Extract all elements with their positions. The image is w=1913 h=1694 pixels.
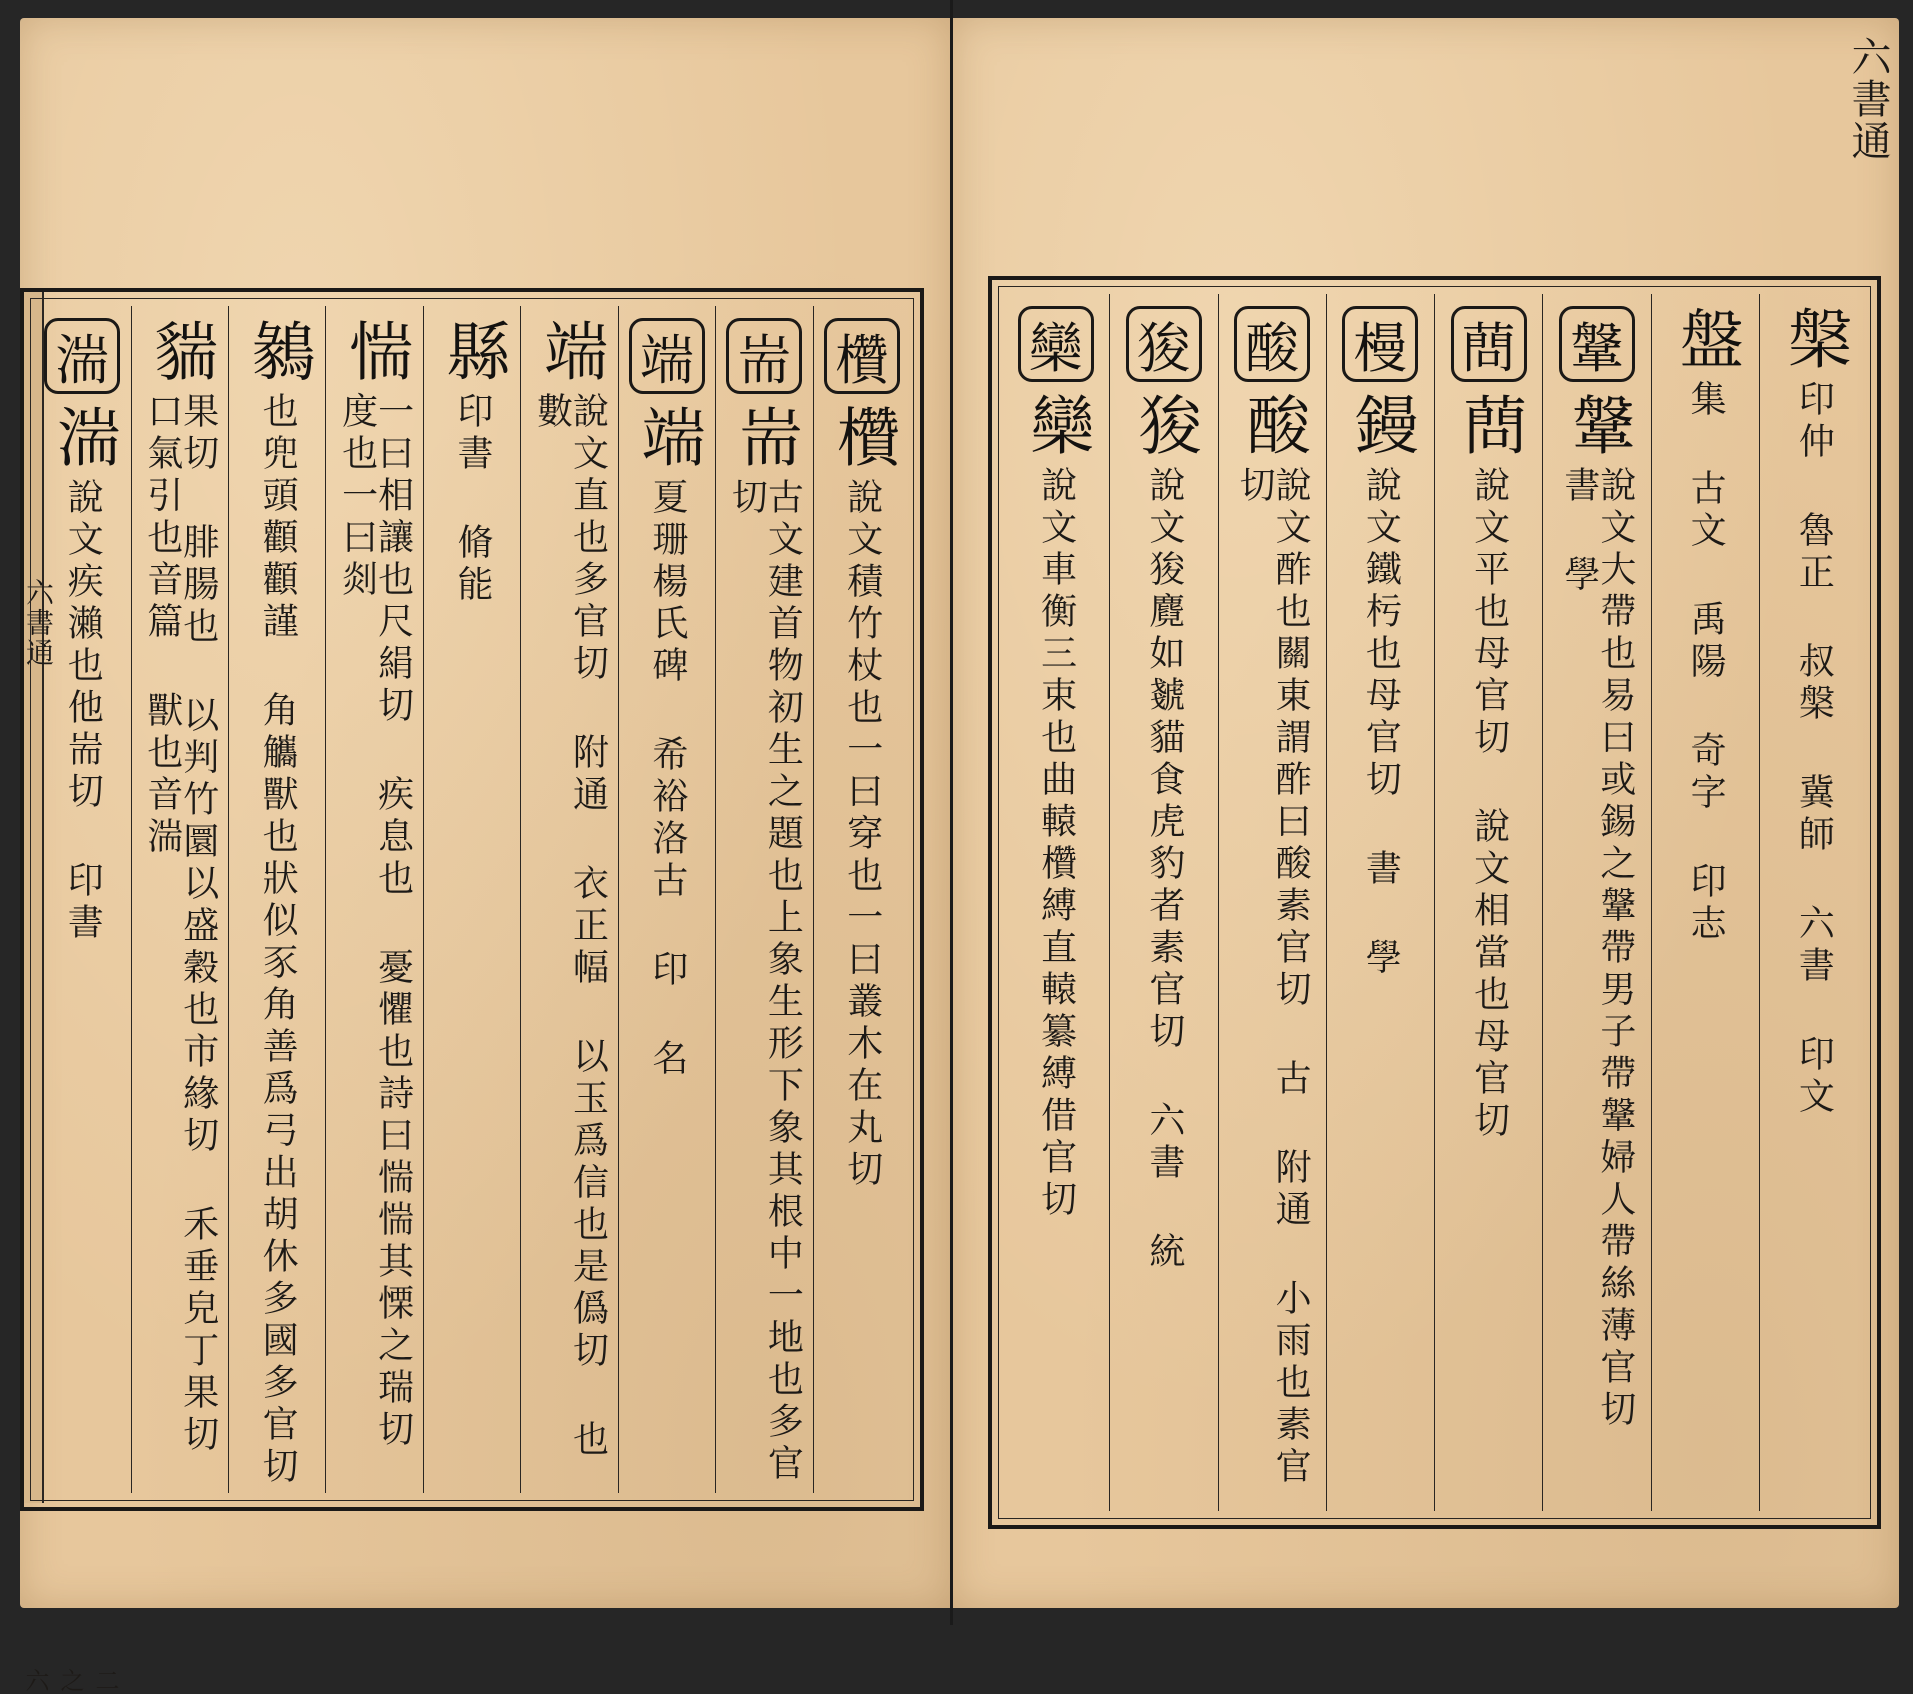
seal-script-character: 欑 (825, 404, 900, 472)
seal-script-character: 惴 (338, 318, 413, 386)
boxed-headword: 耑 (726, 318, 802, 394)
annotation-text: 說文直也多官切 附通 衣正幅 以玉爲信也是僞切 也數 (531, 392, 609, 1462)
text-column (1002, 294, 1109, 1511)
boxed-headword: 欑 (824, 318, 900, 394)
annotation-text: 一曰相讓也尺絹切 疾息也 憂懼也詩曰惴惴其慄之瑞切 度也一曰剡 (336, 392, 414, 1452)
annotation-text: 印書 脩能 (452, 392, 494, 607)
seal-script-character: 酸 (1235, 392, 1310, 460)
annotation-text: 果切 腓腸也 以判竹圜以盛穀也市緣切 禾垂皃丁果切 口氣引也音篇 獸也音湍 (141, 392, 219, 1457)
boxed-headword: 狻 (1126, 306, 1202, 382)
annotation-text: 說文積竹杖也一曰穿也一曰叢木在丸切 (841, 478, 883, 1192)
left-text-frame (20, 288, 924, 1511)
seal-script-character: 縣 (435, 318, 510, 386)
text-column (1434, 294, 1542, 1511)
boxed-headword: 蔄 (1451, 306, 1527, 382)
text-column (1218, 294, 1326, 1511)
text-column (131, 306, 228, 1493)
left-columns (34, 306, 910, 1493)
right-corner-title: 六書通 (1845, 36, 1891, 162)
annotation-text: 說文酢也關東謂酢曰酸素官切 古 附通 小雨也素官切 (1234, 466, 1312, 1489)
spine-page-number: 二之六 (21, 1668, 119, 1694)
seal-script-character: 槃 (1776, 306, 1851, 374)
boxed-headword: 端 (629, 318, 705, 394)
seal-script-character: 耑 (727, 404, 802, 472)
annotation-text: 說文狻麑如虦貓食虎豹者素官切 六書 統 (1143, 466, 1185, 1274)
right-columns (1002, 294, 1867, 1511)
text-column (618, 306, 715, 1493)
boxed-headword: 鞶 (1559, 306, 1635, 382)
text-column (34, 306, 130, 1493)
seal-script-character: 端 (533, 318, 608, 386)
annotation-text: 說文車衡三束也曲轅欑縛直轅纂縛借官切 (1035, 466, 1077, 1222)
seal-script-character: 鏝 (1343, 392, 1418, 460)
annotation-text: 集 古文 禹陽 奇字 印志 (1685, 380, 1727, 946)
seal-script-character: 鞶 (1560, 392, 1635, 460)
boxed-headword: 酸 (1234, 306, 1310, 382)
right-text-frame (988, 276, 1881, 1529)
seal-script-character: 蔄 (1452, 392, 1527, 460)
left-page (20, 18, 950, 1694)
seal-script-character: 欒 (1019, 392, 1094, 460)
right-page (953, 18, 1899, 1608)
seal-script-character: 湍 (45, 404, 120, 472)
boxed-headword: 欒 (1018, 306, 1094, 382)
seal-script-character: 貒 (143, 318, 218, 386)
boxed-headword: 槾 (1342, 306, 1418, 382)
annotation-text: 說文平也母官切 說文相當也母官切 (1468, 466, 1510, 1143)
annotation-text: 夏珊楊氏碑 希裕洛古 印 名 (646, 478, 688, 1081)
seal-script-character: 端 (630, 404, 705, 472)
text-column (1326, 294, 1434, 1511)
seal-script-character: 盤 (1668, 306, 1743, 374)
text-column (813, 306, 910, 1493)
annotation-text: 說文大帶也易曰或錫之鞶帶男子帶鞶婦人帶絲薄官切 書 學 (1558, 466, 1636, 1432)
text-column (520, 306, 617, 1493)
text-column (1109, 294, 1217, 1511)
annotation-text: 古文建首物初生之題也上象生形下象其根中一地也多官切 (726, 478, 804, 1486)
text-column (325, 306, 422, 1493)
text-column (1542, 294, 1650, 1511)
seal-script-character: 狻 (1127, 392, 1202, 460)
annotation-text: 說文疾瀨也他耑切 印書 (62, 478, 104, 945)
text-column (228, 306, 325, 1493)
boxed-headword: 湍 (44, 318, 120, 394)
spine-title: 六書通 (22, 578, 55, 668)
annotation-text: 也兜頭顴顴謹 角觿獸也狀似豕角善爲弓出胡休多國多官切 (257, 392, 299, 1489)
annotation-text: 說文鐵杇也母官切 書 學 (1360, 466, 1402, 980)
text-column (715, 306, 812, 1493)
text-column (423, 306, 520, 1493)
text-column (1759, 294, 1867, 1511)
seal-script-character: 鶨 (240, 318, 315, 386)
annotation-text: 印仲 魯正 叔槃 冀師 六書 印文 (1793, 380, 1835, 1119)
text-column (1651, 294, 1759, 1511)
